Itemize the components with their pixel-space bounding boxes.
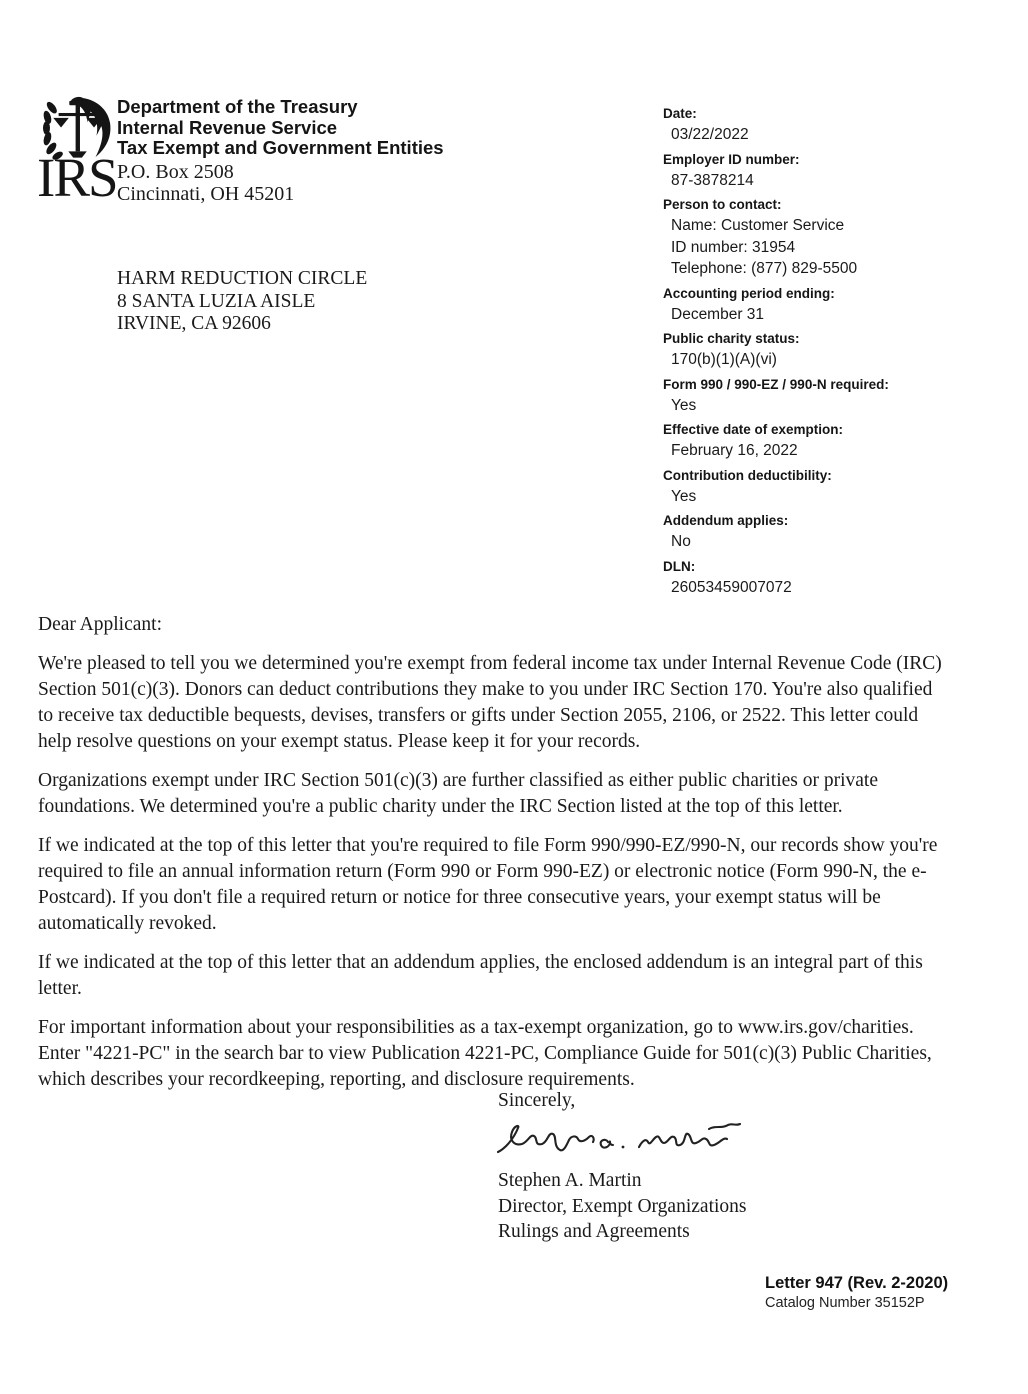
city-line: Cincinnati, OH 45201 [117,182,295,205]
body-paragraph: If we indicated at the top of this letter that an addendum applies, the enclosed addendum is an integral part of this letter. [38,952,923,999]
info-field-value: 87-3878214 [671,171,754,189]
recipient-address [117,268,367,336]
info-field-addendum [663,511,1023,553]
letter-number: Letter 947 (Rev. 2-2020) [765,1274,949,1292]
info-field-label: Contribution deductibility: [663,467,832,483]
info-field-date [663,104,1023,146]
letter-body [38,612,950,1106]
info-field-label: Addendum applies: [663,513,789,528]
body-paragraph: If we indicated at the top of this letter that you're required to file Form 990/990-EZ/990-N, our records show you're required to file an annual information return (Form 990 or Form 990-EZ) or electronic notice (Form 990-N, the e-Postcard). If you don't file a required return or notice for three consecutive years, your exempt status will be automatically revoked. [38,835,938,934]
recipient-city: IRVINE, CA 92606 [117,313,271,334]
agency-line: Internal Revenue Service [117,116,338,138]
signer-name: Stephen A. Martin [498,1170,642,1191]
signature-block [498,1088,748,1245]
info-field-label: Person to contact: [663,197,782,212]
info-field-label: DLN: [663,558,696,574]
info-field-value: 170(b)(1)(A)(vi) [671,351,777,368]
info-field-value: Telephone: (877) 829-5500 [671,260,858,277]
po-box-line: P.O. Box 2508 [117,160,234,183]
info-field-ein [663,150,1023,192]
agency-line: Department of the Treasury [117,96,358,117]
signer-title: Rulings and Agreements [498,1221,690,1242]
body-paragraph: Organizations exempt under IRC Section 501(c)(3) are further classified as either public charities or private foundations. We determined you're a public charity under the IRC Section listed at the top of this letter. [38,770,879,817]
signer-title: Director, Exempt Organizations [498,1195,747,1217]
info-field-label: Employer ID number: [663,151,800,167]
body-paragraph: We're pleased to tell you we determined you're exempt from federal income tax under Internal Revenue Code (IRC) Section 501(c)(3). Donors can deduct contributions they make to you under IRC Section 170. You're also qualified to receive tax deductible bequests, devises, transfers or gifts under Section 2055, 2106, or 2522. This letter could help resolve questions on your exempt status. Please keep it for your records. [38,653,942,752]
info-field-value: Yes [671,396,697,414]
info-field-label: Date: [663,106,697,121]
info-field-label: Accounting period ending: [663,285,835,301]
agency-line: Tax Exempt and Government Entities [117,137,444,158]
recipient-name: HARM REDUCTION CIRCLE [117,268,368,289]
info-field-label: Form 990 / 990-EZ / 990-N required: [663,376,889,392]
info-field-value: Name: Customer Service [671,217,845,234]
info-field-effective-date [663,420,1023,462]
info-field-form-990-required [663,375,1023,417]
info-field-dln [663,557,1023,599]
info-field-charity-status [663,329,1023,371]
catalog-number: Catalog Number 35152P [765,1295,925,1311]
closing: Sincerely, [498,1090,576,1111]
info-field-value: 26053459007072 [671,578,792,596]
body-paragraph: For important information about your responsibilities as a tax-exempt organization, go to www.irs.gov/charities. Enter "4221-PC" in the search bar to view Publication 4221-PC, Compliance Guide for 501(c)(3) Public Charities, which describes your recordkeeping, reporting, and disclosure requirements. [38,1017,932,1090]
letter-footer [765,1272,948,1313]
info-field-accounting-period [663,284,1023,326]
info-field-label: Public charity status: [663,331,800,346]
letterhead-address [117,161,444,205]
info-field-value: February 16, 2022 [671,442,798,459]
info-field-value: No [671,533,691,550]
info-field-contact [663,195,1023,280]
recipient-street: 8 SANTA LUZIA AISLE [117,290,316,312]
info-field-value: ID number: 31954 [671,238,796,256]
irs-wordmark: IRS [37,147,117,208]
info-field-deductibility [663,466,1023,508]
handwritten-signature [496,1118,748,1166]
info-field-value: December 31 [671,305,765,323]
info-field-value: Yes [671,487,697,505]
letterhead-department-block [117,97,444,205]
info-field-label: Effective date of exemption: [663,422,844,437]
info-field-value: 03/22/2022 [671,126,749,143]
salutation: Dear Applicant: [38,614,162,635]
letter-info-panel [663,104,1023,602]
